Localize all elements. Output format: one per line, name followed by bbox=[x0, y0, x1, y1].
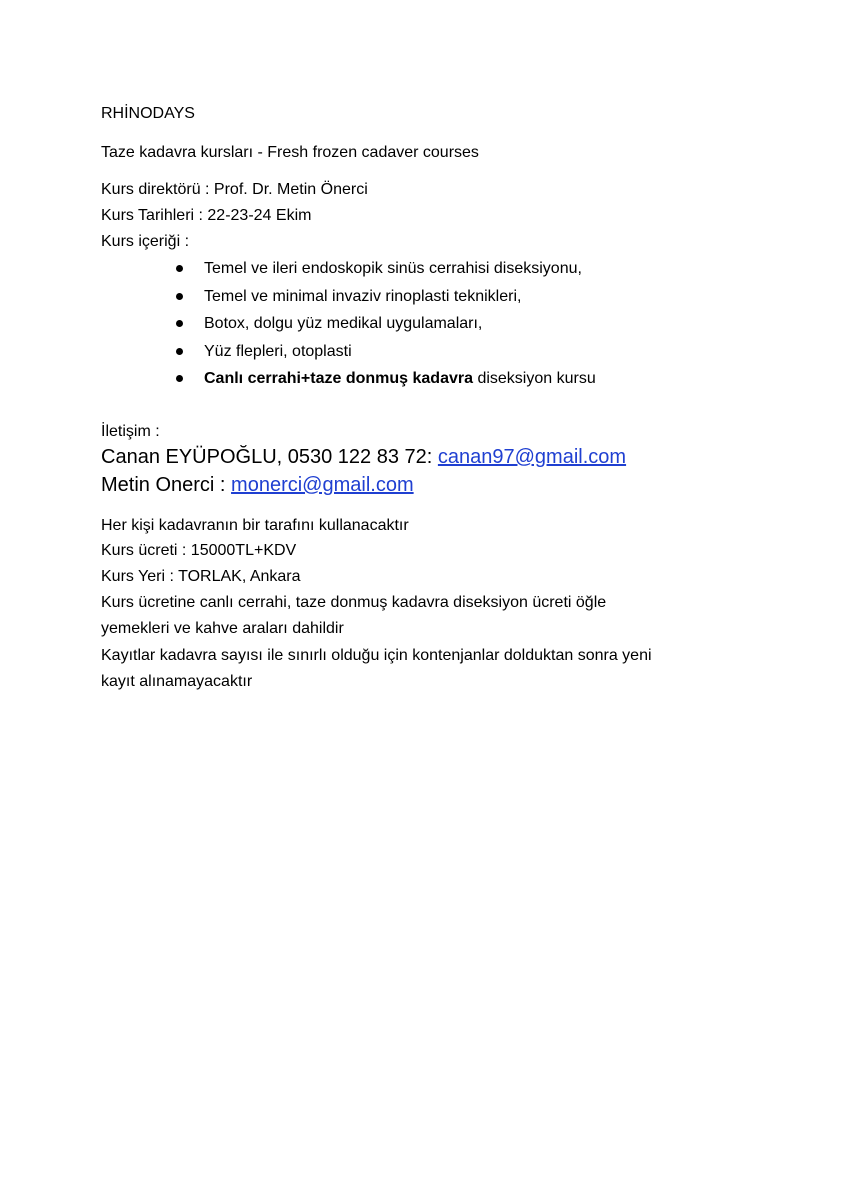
contact-metin-email-link[interactable]: monerci@gmail.com bbox=[231, 474, 414, 496]
info-line: Her kişi kadavranın bir tarafını kullanacaktır bbox=[101, 517, 409, 534]
course-director: Kurs direktörü : Prof. Dr. Metin Önerci bbox=[101, 181, 368, 198]
course-dates: Kurs Tarihleri : 22-23-24 Ekim bbox=[101, 207, 312, 224]
info-line: Kurs ücretine canlı cerrahi, taze donmuş kadavra diseksiyon ücreti öğle bbox=[101, 594, 607, 611]
bullet-icon bbox=[176, 265, 183, 272]
document-title: RHİNODAYS bbox=[101, 105, 195, 122]
list-item-text: Botox, dolgu yüz medikal uygulamaları, bbox=[204, 315, 483, 332]
contact-canan-email-link[interactable]: canan97@gmail.com bbox=[437, 446, 627, 468]
bullet-icon bbox=[176, 293, 183, 300]
list-item-text: Temel ve minimal invaziv rinoplasti teknikleri, bbox=[204, 287, 522, 305]
info-line: yemekleri ve kahve araları dahildir bbox=[101, 620, 344, 637]
course-content-label: Kurs içeriği : bbox=[101, 233, 190, 250]
contact-label: İletişim : bbox=[101, 423, 160, 440]
bullet-icon bbox=[176, 320, 183, 327]
list-item-text bbox=[204, 369, 596, 389]
info-line: Kayıtlar kadavra sayısı ile sınırlı olduğu için kontenjanlar dolduktan sonra yeni bbox=[101, 647, 652, 664]
contact-metin-prefix: Metin Onerci : bbox=[101, 474, 232, 496]
contact-metin bbox=[101, 473, 414, 497]
bullet-icon bbox=[176, 348, 183, 355]
list-item-text: Yüz flepleri, otoplasti bbox=[204, 342, 352, 360]
info-line: kayıt alınamayacaktır bbox=[101, 673, 253, 690]
list-item-text: Temel ve ileri endoskopik sinüs cerrahisi diseksiyonu, bbox=[204, 260, 582, 277]
list-item-rest-text: diseksiyon kursu bbox=[473, 370, 596, 387]
bullet-icon bbox=[176, 375, 183, 382]
contact-canan bbox=[101, 445, 626, 469]
contact-canan-prefix: Canan EYÜPOĞLU, 0530 122 83 72: bbox=[101, 446, 438, 468]
info-line: Kurs Yeri : TORLAK, Ankara bbox=[101, 568, 301, 585]
document-subtitle: Taze kadavra kursları - Fresh frozen cadaver courses bbox=[101, 144, 479, 161]
info-line: Kurs ücreti : 15000TL+KDV bbox=[101, 542, 297, 559]
list-item-bold-text: Canlı cerrahi+taze donmuş kadavra bbox=[204, 370, 473, 387]
